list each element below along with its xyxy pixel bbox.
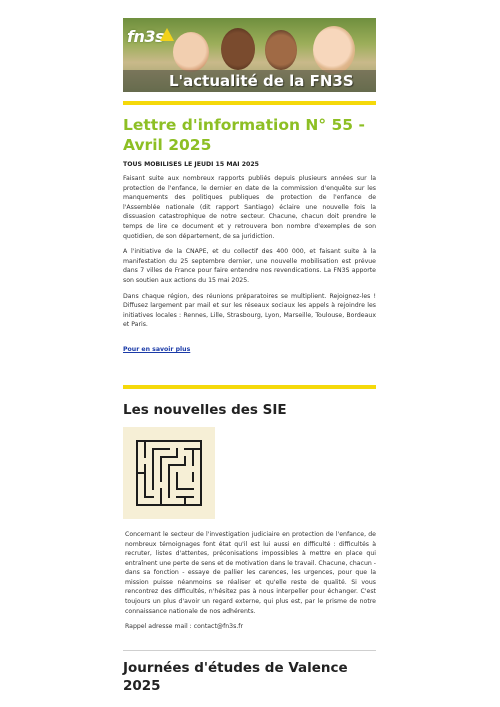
contact-email: Rappel adresse mail : contact@fn3s.fr: [125, 623, 244, 631]
newsletter-paragraph: Faisant suite aux nombreux rapports publiés depuis plusieurs années sur la protection de l'enfance, le dernier en date de la commission d'enquête sur les manquements des politiques publiques de protection de l'enfance de l'Assemblée nationale (dit rapport Santiago) éclaire une nouvelle fois la dissuasion catastrophique de notre secteur. Chacune, chacun doit prendre le temps de lire ce document et y retrouvera bon nombre d'exemples de son quotidien, de son département, de sa juridiction.: [123, 175, 376, 240]
child-photo: [265, 30, 297, 70]
header-banner: [123, 18, 376, 92]
sie-title: Les nouvelles des SIE: [123, 401, 287, 418]
banner-title: L'actualité de la FN3S: [169, 72, 354, 90]
sie-paragraph: Concernant le secteur de l'investigation judiciaire en protection de l'enfance, de nombreux témoignages font état qu'il est lui aussi en difficulté : difficultés à recruter, listes d'attentes, préconisations impossibles à mettre en place qui entraînent une perte de sens et de motivation dans le travail. Chacune, chacun - dans sa fonction - essaye de pallier les carences, les urgences, pour que la mission puisse néanmoins se réaliser et qu'elle reste de qualité. Si vous rencontrez des difficultés, n'hésitez pas à nous interpeller pour échanger. C'est toujours un plus d'avoir un regard externe, qui plus est, par le prisme de notre connaissance nationale de nos adhérents.: [125, 530, 376, 615]
fn3s-logo: [127, 24, 175, 48]
read-more-link[interactable]: Pour en savoir plus: [123, 345, 191, 353]
maze-icon: [123, 427, 215, 519]
newsletter-subtitle: TOUS MOBILISES LE JEUDI 15 MAI 2025: [123, 161, 259, 168]
newsletter-paragraph: Dans chaque région, des réunions préparatoires se multiplient. Rejoignez-les ! Diffusez largement par mail et sur les réseaux sociaux les appels à rejoindre les initiatives locales : Rennes, Lille, Strasbourg, Lyon, Marseille, Toulouse, Bordeaux et Paris.: [123, 292, 376, 329]
child-photo: [313, 26, 355, 74]
newsletter-container: [123, 18, 376, 695]
logo-text: fn3s: [127, 26, 165, 46]
newsletter-title: Lettre d'information N° 55 - Avril 2025: [123, 116, 365, 154]
valence-title: Journées d'études de Valence 2025: [123, 659, 348, 694]
maze-illustration: [123, 427, 215, 519]
child-photo: [173, 32, 209, 72]
newsletter-paragraph: A l'initiative de la CNAPE, et du collectif des 400 000, et faisant suite à la manifestation du 25 septembre dernier, une nouvelle mobilisation est prévue dans 7 villes de France pour faire entendre nos revendications. La FN3S apporte son soutien aux actions du 15 mai 2025.: [123, 248, 376, 284]
logo-triangle-icon: [160, 28, 174, 41]
child-photo: [221, 28, 255, 70]
